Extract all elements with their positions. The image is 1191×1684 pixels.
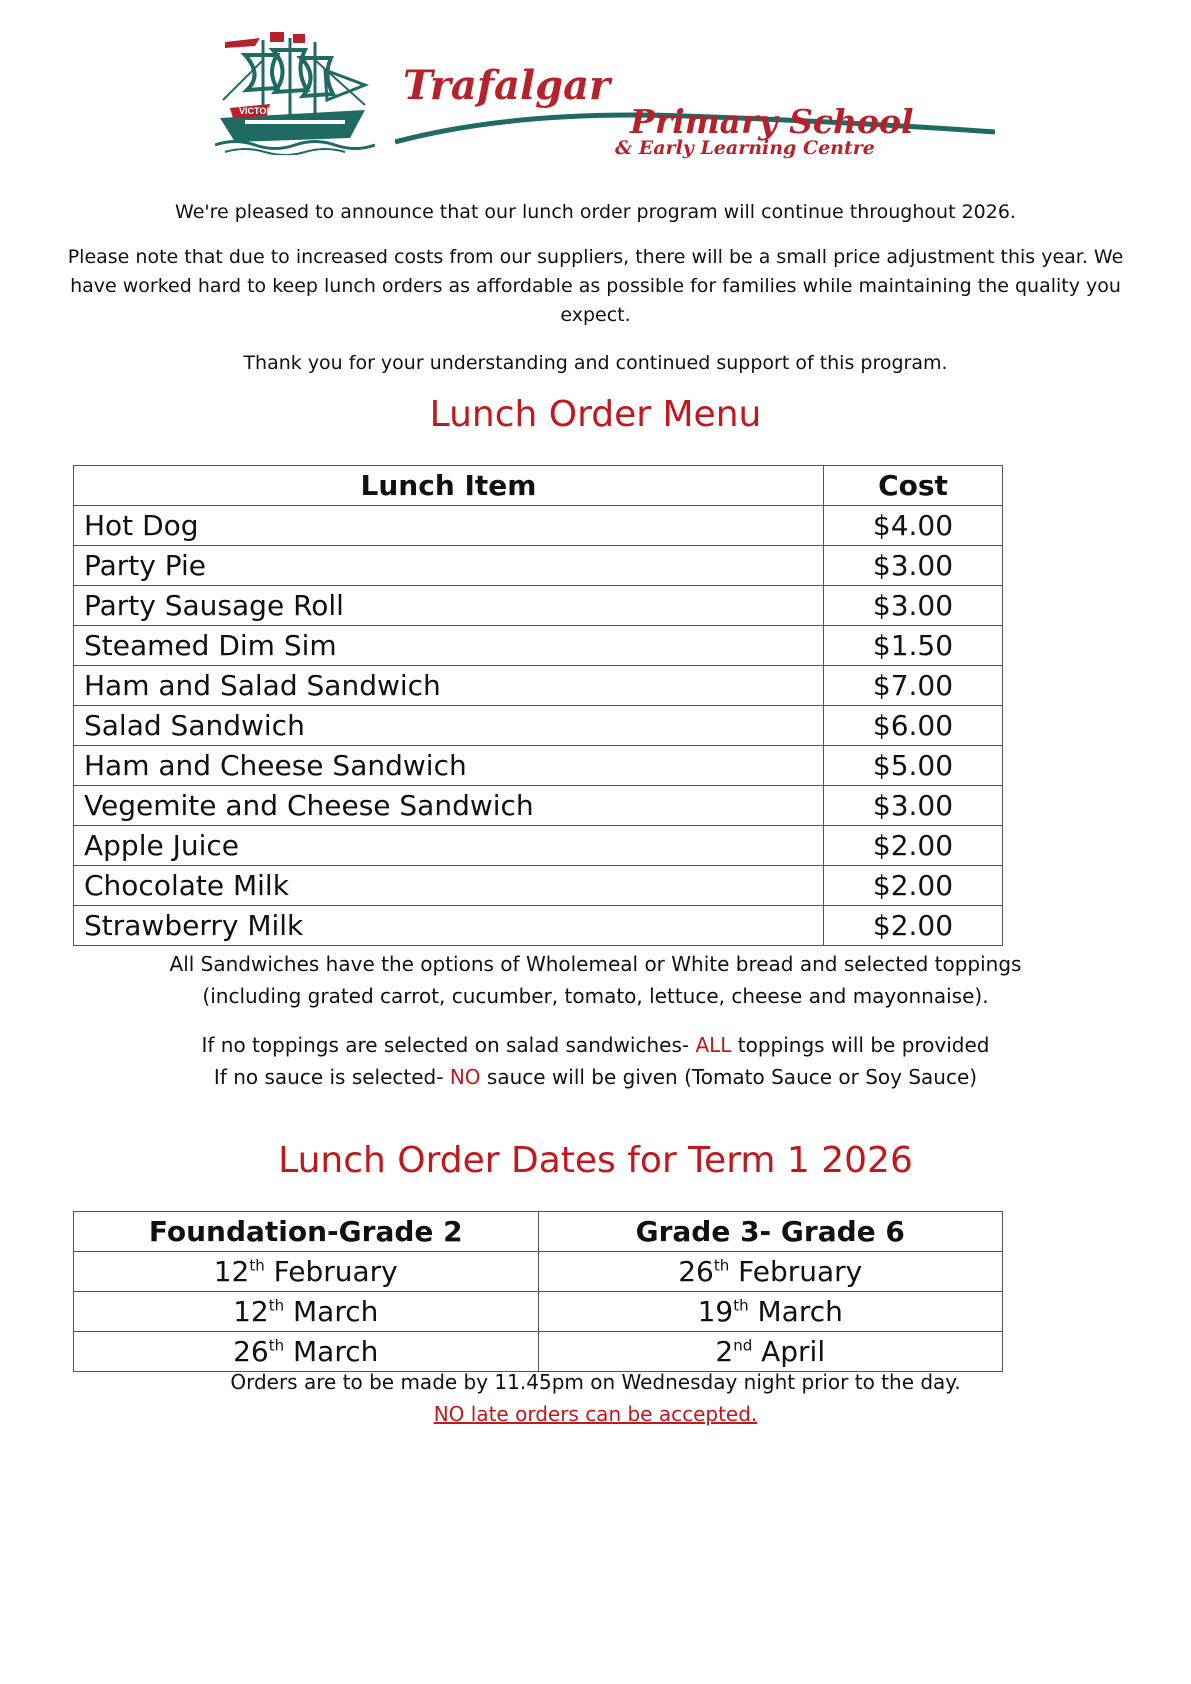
menu-item: Salad Sandwich	[74, 706, 824, 746]
table-row	[74, 706, 1003, 746]
logo-primary-school: Primary School	[630, 102, 914, 141]
menu-item: Hot Dog	[74, 506, 824, 546]
toppings-all: ALL	[695, 1033, 732, 1057]
date-cell: 2nd April	[538, 1332, 1003, 1372]
lunch-menu-table	[73, 465, 1003, 946]
sauce-pre: If no sauce is selected-	[213, 1065, 450, 1089]
menu-item: Apple Juice	[74, 826, 824, 866]
menu-item: Ham and Salad Sandwich	[74, 666, 824, 706]
logo-trafalgar: Trafalgar	[403, 62, 611, 109]
table-row	[74, 626, 1003, 666]
menu-item: Party Sausage Roll	[74, 586, 824, 626]
table-header-row	[74, 1212, 1003, 1252]
col-header-grade3-6: Grade 3- Grade 6	[538, 1212, 1003, 1252]
toppings-post: toppings will be provided	[731, 1033, 990, 1057]
col-header-cost: Cost	[824, 466, 1003, 506]
intro-p2-line2: have worked hard to keep lunch orders as affordable as possible for families while maintaining the quality you	[70, 275, 1121, 297]
menu-cost: $3.00	[824, 786, 1003, 826]
intro-paragraph-1: We're pleased to announce that our lunch order program will continue throughout 2026.	[175, 201, 1016, 223]
menu-cost: $4.00	[824, 506, 1003, 546]
dates-title: Lunch Order Dates for Term 1 2026	[278, 1140, 913, 1181]
col-header-foundation: Foundation-Grade 2	[74, 1212, 539, 1252]
menu-item: Chocolate Milk	[74, 866, 824, 906]
ship-banner-text: VICTORY	[239, 106, 279, 116]
menu-cost: $2.00	[824, 826, 1003, 866]
date-cell: 26th March	[74, 1332, 539, 1372]
lunch-dates-table	[73, 1211, 1003, 1372]
menu-cost: $5.00	[824, 746, 1003, 786]
sauce-no: NO	[449, 1065, 481, 1089]
menu-item: Strawberry Milk	[74, 906, 824, 946]
table-row	[74, 746, 1003, 786]
table-row	[74, 666, 1003, 706]
menu-cost: $2.00	[824, 866, 1003, 906]
menu-item: Steamed Dim Sim	[74, 626, 824, 666]
intro-paragraph-2	[0, 243, 1191, 330]
logo-early-learning: & Early Learning Centre	[615, 137, 875, 159]
menu-item: Party Pie	[74, 546, 824, 586]
table-row	[74, 866, 1003, 906]
menu-cost: $6.00	[824, 706, 1003, 746]
menu-cost: $3.00	[824, 546, 1003, 586]
table-row	[74, 786, 1003, 826]
late-orders-note: NO late orders can be accepted.	[433, 1402, 758, 1426]
table-row	[74, 826, 1003, 866]
toppings-pre: If no toppings are selected on salad sandwiches-	[201, 1033, 696, 1057]
table-row	[74, 506, 1003, 546]
toppings-line	[0, 1029, 1191, 1061]
intro-p2-line3: expect.	[560, 304, 631, 326]
menu-item: Ham and Cheese Sandwich	[74, 746, 824, 786]
ship-emblem-icon	[215, 30, 375, 155]
table-row	[74, 546, 1003, 586]
table-row	[74, 586, 1003, 626]
date-cell: 19th March	[538, 1292, 1003, 1332]
date-cell: 12th March	[74, 1292, 539, 1332]
col-header-item: Lunch Item	[74, 466, 824, 506]
table-row	[74, 1252, 1003, 1292]
menu-cost: $7.00	[824, 666, 1003, 706]
table-row	[74, 1292, 1003, 1332]
intro-p2-line1: Please note that due to increased costs from our suppliers, there will be a small price adjustment this year. We	[67, 246, 1124, 268]
menu-cost: $2.00	[824, 906, 1003, 946]
menu-cost: $1.50	[824, 626, 1003, 666]
menu-title: Lunch Order Menu	[429, 394, 762, 435]
date-cell: 12th February	[74, 1252, 539, 1292]
table-row	[74, 906, 1003, 946]
sandwich-note	[0, 948, 1191, 1012]
sandwich-note-line1: All Sandwiches have the options of Wholemeal or White bread and selected toppings	[169, 952, 1022, 976]
deadline-note: Orders are to be made by 11.45pm on Wednesday night prior to the day.	[230, 1370, 961, 1394]
toppings-note	[0, 1029, 1191, 1093]
sauce-line	[0, 1061, 1191, 1093]
menu-item: Vegemite and Cheese Sandwich	[74, 786, 824, 826]
sandwich-note-line2: (including grated carrot, cucumber, tomato, lettuce, cheese and mayonnaise).	[202, 984, 989, 1008]
menu-cost: $3.00	[824, 586, 1003, 626]
school-logo	[215, 30, 980, 165]
date-cell: 26th February	[538, 1252, 1003, 1292]
intro-paragraph-3: Thank you for your understanding and continued support of this program.	[243, 352, 948, 374]
sauce-post: sauce will be given (Tomato Sauce or Soy Sauce)	[480, 1065, 978, 1089]
table-header-row	[74, 466, 1003, 506]
